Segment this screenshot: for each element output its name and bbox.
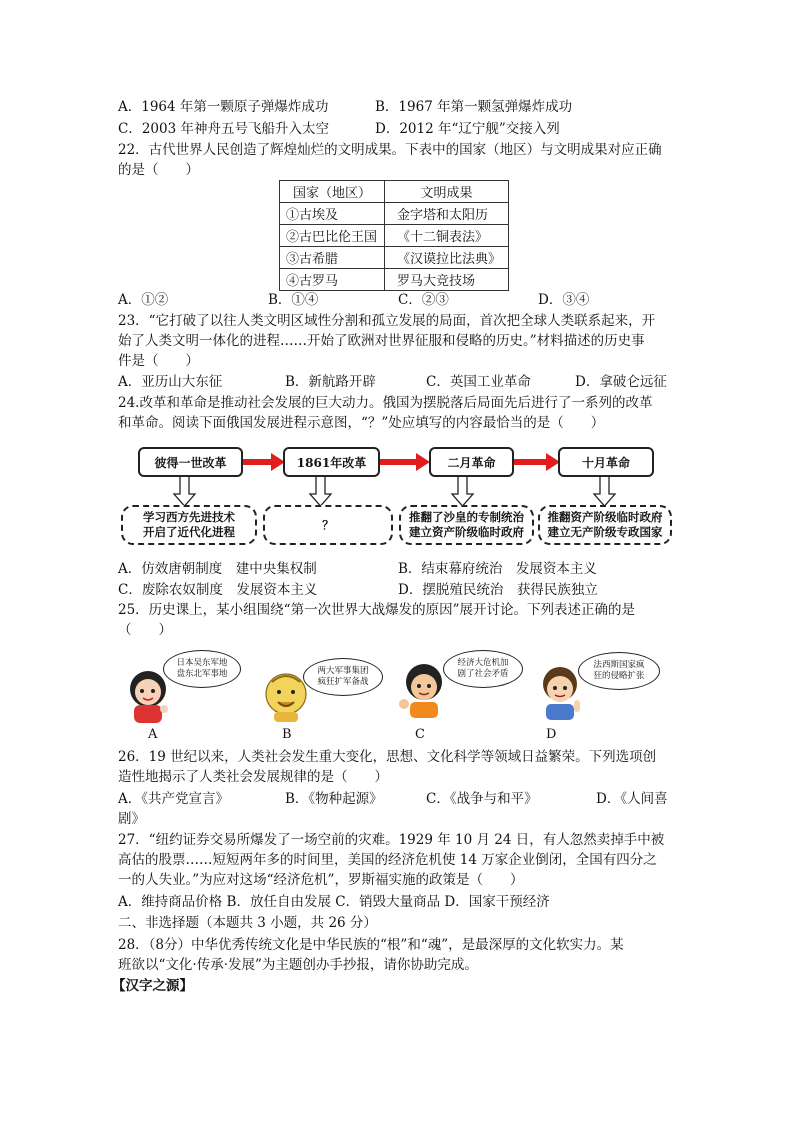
table-cell: 《汉谟拉比法典》: [385, 247, 509, 269]
cartoon-label-c: C: [415, 727, 425, 742]
q26-option-c: C．《战争与和平》: [426, 791, 538, 807]
result-line: 建立资产阶级临时政府: [409, 525, 524, 539]
bubble-line: 盘东北军事地: [176, 669, 228, 679]
q28-line2: 班欲以“文化·传承·发展”为主题创办手抄报，请你协助完成。: [118, 957, 478, 973]
table-cell: 罗马大竞技场: [385, 269, 509, 291]
q21-option-b: B．1967 年第一颗氢弹爆炸成功: [375, 99, 573, 115]
q21-option-a: A．1964 年第一颗原子弹爆炸成功: [118, 99, 329, 115]
result-question-mark: ？: [322, 517, 334, 532]
q24-option-c: C．废除农奴制度 发展资本主义: [118, 582, 318, 598]
speech-bubble-b: [303, 658, 383, 696]
q21-option-c: C．2003 年神舟五号飞船升入太空: [118, 121, 329, 137]
table-header: 文明成果: [385, 181, 509, 203]
bubble-line: 两大军事集团: [317, 666, 369, 676]
q22-option-c: C．②③: [398, 292, 449, 308]
down-arrow-icon: [594, 476, 615, 506]
q26-option-d: D．《人间喜: [596, 791, 668, 807]
q22-option-d: D．③④: [538, 292, 590, 308]
q23-line2: 始了人类文明一体化的进程……开始了欧洲对世界征服和侵略的历史。”材料描述的历史事: [118, 333, 645, 349]
table-cell: 金字塔和太阳历: [385, 203, 509, 225]
q23-option-b: B．新航路开辟: [285, 374, 376, 390]
q24-option-b: B．结束幕府统治 发展资本主义: [398, 561, 597, 577]
bubble-line: 剧了社会矛盾: [457, 669, 509, 679]
bubble-line: 狂的侵略扩张: [593, 671, 645, 681]
cartoon-old-man-icon: [258, 668, 314, 724]
section-heading: 二、非选择题（本题共 3 小题，共 26 分）: [118, 915, 377, 931]
q27-line1: 27．“纽约证券交易所爆发了一场空前的灾难。1929 年 10 月 24 日，有人忽然卖掉手中被: [118, 832, 665, 848]
red-arrow: [514, 459, 546, 465]
cartoon-boy-icon: [532, 662, 588, 722]
q26-option-d-cont: 剧》: [118, 811, 145, 827]
speech-bubble-d: [578, 652, 660, 690]
q24-option-a: A．仿效唐朝制度 建中央集权制: [118, 561, 317, 577]
red-arrow: [380, 459, 416, 465]
down-arrow-icon: [174, 476, 195, 506]
q23-option-d: D．拿破仑远征: [575, 374, 667, 390]
q27-line3: 一的人失业。”为应对这场“经济危机”，罗斯福实施的政策是（ ）: [118, 872, 524, 888]
bubble-line: 日本吴东军地: [176, 658, 228, 668]
red-arrow-head: [416, 453, 430, 471]
table-cell: ②古巴比伦王国: [280, 225, 385, 247]
cartoon-child-icon: [396, 660, 452, 720]
q23-option-c: C．英国工业革命: [426, 374, 531, 390]
q26-option-a: A．《共产党宣言》: [118, 791, 229, 807]
diagram-step-3: 二月革命: [429, 447, 514, 477]
table-cell: ④古罗马: [280, 269, 385, 291]
cartoon-label-d: D: [546, 727, 557, 742]
q27-options: A．维持商品价格 B．放任自由发展 C．销毁大量商品 D．国家干预经济: [118, 894, 550, 910]
result-line: 开启了近代化进程: [143, 525, 235, 539]
q24-option-d: D．摆脱殖民统治 获得民族独立: [398, 582, 598, 598]
q21-option-d: D．2012 年“辽宁舰”交接入列: [375, 121, 560, 137]
result-line: 学习西方先进技术: [143, 510, 235, 524]
down-arrow-icon: [452, 476, 473, 506]
q22-stem-line1: 22．古代世界人民创造了辉煌灿烂的文明成果。下表中的国家（地区）与文明成果对应正确: [118, 142, 662, 158]
diagram-result-2: [263, 505, 393, 545]
diagram-step-1: 彼得一世改革: [138, 447, 243, 477]
q27-line2: 高估的股票……短短两年多的时间里，美国的经济危机使 14 万家企业倒闭，全国有四分之: [118, 852, 657, 868]
diagram-step-4: 十月革命: [558, 447, 654, 477]
q23-line1: 23．“它打破了以往人类文明区域性分割和孤立发展的局面，首次把全球人类联系起来，开: [118, 313, 656, 329]
table-cell: 《十二铜表法》: [385, 225, 509, 247]
speech-bubble-c: [443, 650, 523, 688]
bubble-line: 经济大危机加: [457, 658, 509, 668]
q28-line1: 28．（8分）中华优秀传统文化是中华民族的“根”和“魂”，是最深厚的文化软实力。某: [118, 937, 624, 953]
q22-option-a: A．①②: [118, 292, 169, 308]
table-header: 国家（地区）: [280, 181, 385, 203]
q28-heading: 【汉字之源】: [112, 978, 193, 994]
q25-line1: 25．历史课上，某小组围绕“第一次世界大战爆发的原因”展开讨论。下列表述正确的是: [118, 602, 635, 618]
diagram-result-4: [538, 505, 672, 545]
diagram-result-3: [399, 505, 534, 545]
q26-line1: 26．19 世纪以来，人类社会发生重大变化，思想、文化科学等领域日益繁荣。下列选项创: [118, 749, 657, 765]
q22-stem-line2: 的是（ ）: [118, 162, 199, 178]
cartoon-label-b: B: [282, 727, 292, 742]
result-line: 推翻资产阶级临时政府: [547, 510, 663, 524]
q26-line2: 造性地揭示了人类社会发展规律的是（ ）: [118, 769, 388, 785]
diagram-result-1: [121, 505, 257, 545]
cartoon-girl-icon: [118, 665, 178, 725]
q24-line2: 和革命。阅读下面俄国发展进程示意图，“？”处应填写的内容最恰当的是（ ）: [118, 415, 605, 431]
result-line: 建立无产阶级专政国家: [547, 525, 663, 539]
q24-line1: 24.改革和革命是推动社会发展的巨大动力。俄国为摆脱落后局面先后进行了一系列的改革: [118, 395, 653, 411]
q23-option-a: A．亚历山大东征: [118, 374, 223, 390]
table-cell: ①古埃及: [280, 203, 385, 225]
q22-option-b: B．①④: [268, 292, 319, 308]
table-cell: ③古希腊: [280, 247, 385, 269]
cartoon-label-a: A: [148, 727, 158, 742]
down-arrow-icon: [310, 476, 331, 506]
q23-line3: 件是（ ）: [118, 353, 199, 369]
diagram-step-2: 1861年改革: [283, 447, 380, 477]
red-arrow: [243, 459, 271, 465]
q24-diagram-arrows: [0, 0, 794, 560]
q26-option-b: B．《物种起源》: [285, 791, 383, 807]
q25-line2: （ ）: [118, 622, 172, 638]
result-line: 推翻了沙皇的专制统治: [409, 510, 524, 524]
bubble-line: 疯狂扩军备战: [317, 677, 369, 687]
bubble-line: 法西斯国家疯: [593, 660, 645, 670]
